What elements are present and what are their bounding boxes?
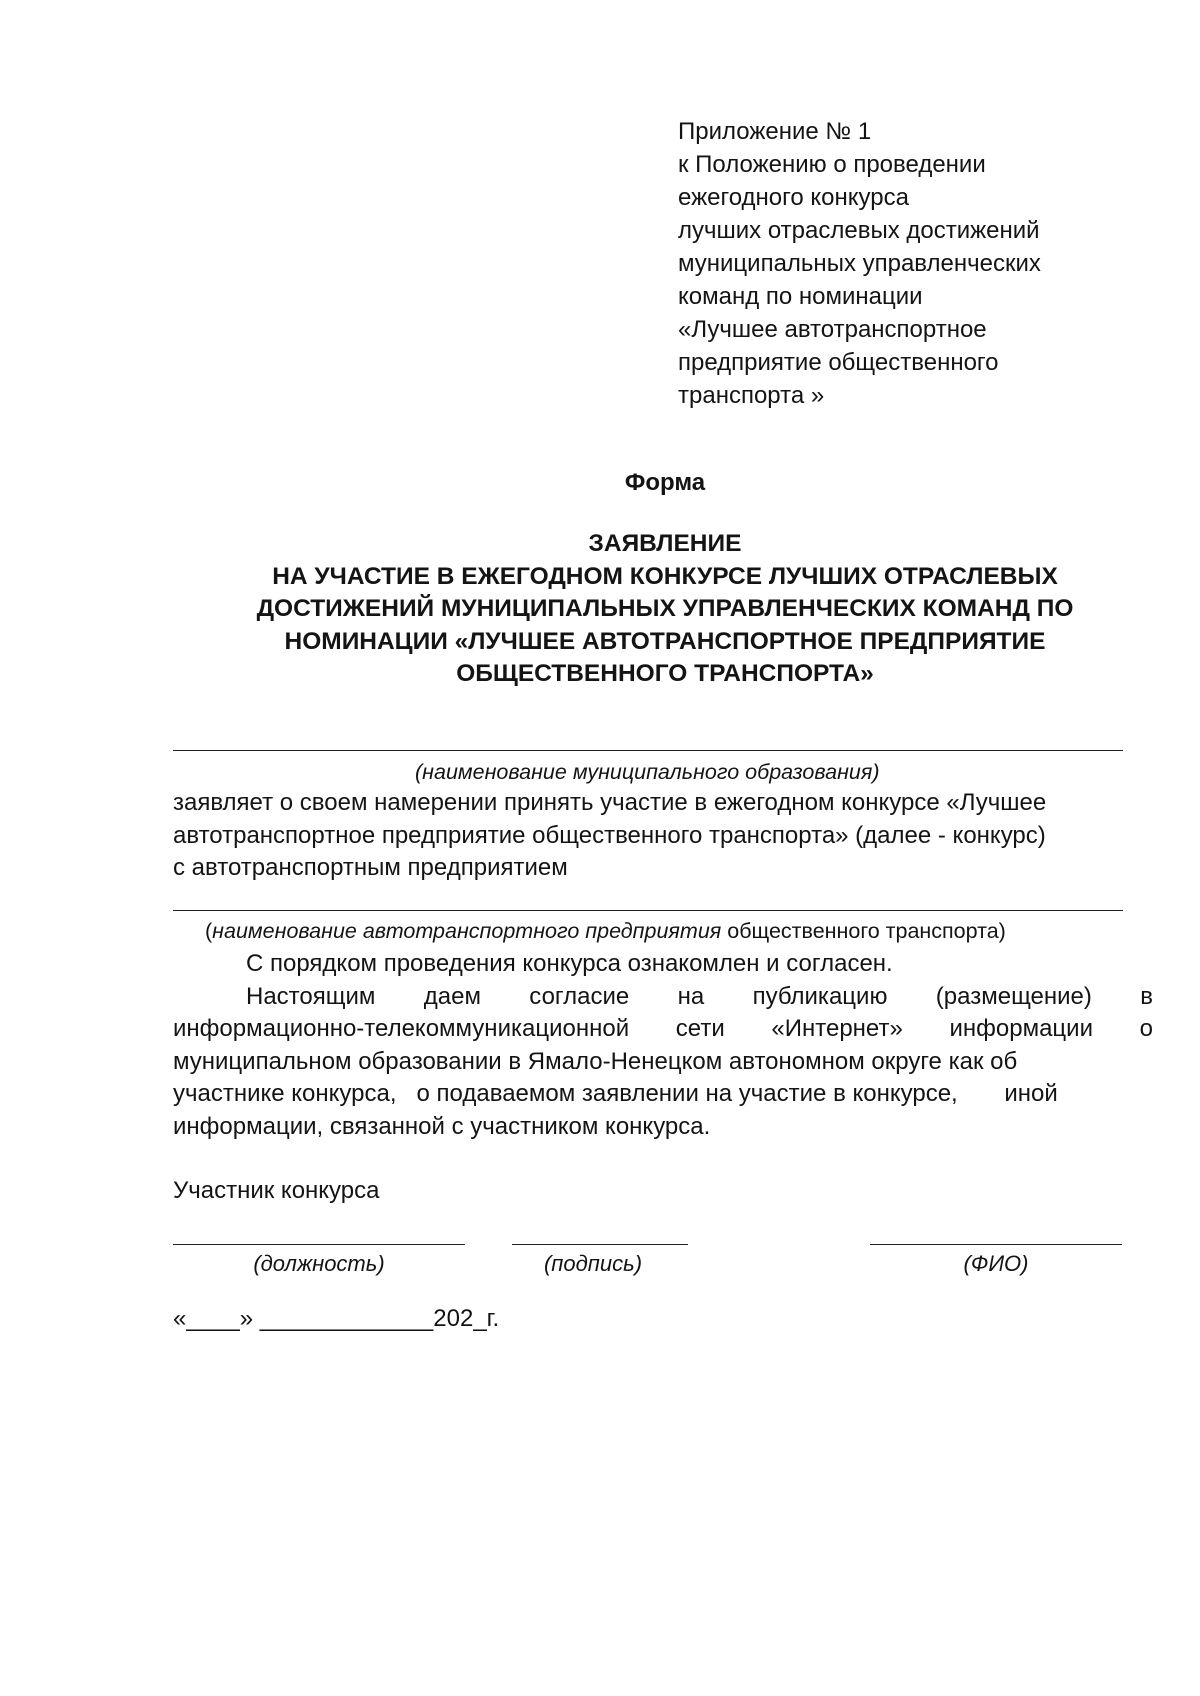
title-line: ЗАЯВЛЕНИЕ	[588, 530, 742, 557]
appendix-line: муниципальных управленческих	[678, 250, 1041, 277]
full-name-field[interactable]	[870, 1244, 1122, 1245]
document-title	[180, 528, 1150, 691]
statement-line: автотранспортное предприятие общественного транспорта» (далее - конкурс)	[173, 821, 1046, 849]
title-line: ОБЩЕСТВЕННОГО ТРАНСПОРТА»	[456, 660, 874, 687]
signature-caption: (подпись)	[543, 1251, 643, 1276]
consent-line: информации, связанной с участником конкурса.	[173, 1112, 711, 1140]
municipality-name-field[interactable]	[173, 750, 1123, 751]
appendix-reference	[678, 115, 1138, 412]
title-line: НОМИНАЦИИ «ЛУЧШЕЕ АВТОТРАНСПОРТНОЕ ПРЕДПРИЯТИЕ	[284, 627, 1046, 655]
consent-line: участнике конкурса, о подаваемом заявлении на участие в конкурсе, иной	[173, 1080, 1058, 1107]
position-caption: (должность)	[253, 1251, 385, 1276]
name-caption: (ФИО)	[963, 1251, 1029, 1276]
statement-line: с автотранспортным предприятием	[173, 854, 568, 881]
date-field[interactable]: «____» _____________202_г.	[173, 1305, 500, 1332]
consent-text	[173, 948, 1153, 1143]
form-label: Форма	[624, 469, 706, 496]
participant-label: Участник конкурса	[173, 1177, 380, 1204]
appendix-line: Приложение № 1	[678, 118, 872, 145]
enterprise-name-field[interactable]	[173, 910, 1123, 911]
statement-text	[173, 787, 1153, 885]
consent-line: информационно-телекоммуникационной сети «Интернет» информации о	[173, 1015, 1153, 1042]
statement-line: заявляет о своем намерении принять участие в ежегодном конкурсе «Лучшее	[173, 789, 1047, 816]
municipality-caption: (наименование муниципального образования)	[415, 760, 880, 784]
enterprise-caption: (наименование автотранспортного предприятия общественного транспорта)	[205, 919, 1006, 943]
title-line: НА УЧАСТИЕ В ЕЖЕГОДНОМ КОНКУРСЕ ЛУЧШИХ ОТРАСЛЕВЫХ	[272, 562, 1058, 590]
appendix-line: команд по номинации	[678, 283, 923, 310]
title-line: ДОСТИЖЕНИЙ МУНИЦИПАЛЬНЫХ УПРАВЛЕНЧЕСКИХ КОМАНД ПО	[256, 595, 1074, 622]
appendix-line: «Лучшее автотранспортное	[678, 316, 987, 343]
appendix-line: ежегодного конкурса	[678, 184, 909, 211]
appendix-line: лучших отраслевых достижений	[678, 217, 1040, 244]
agreement-line: С порядком проведения конкурса ознакомлен и согласен.	[246, 950, 893, 977]
position-field[interactable]	[173, 1244, 465, 1245]
consent-line: муниципальном образовании в Ямало-Ненецком автономном округе как об	[173, 1047, 1018, 1075]
appendix-line: транспорта »	[678, 382, 825, 409]
consent-line: Настоящим даем согласие на публикацию (размещение) в	[246, 982, 1153, 1010]
signature-field[interactable]	[512, 1244, 688, 1245]
appendix-line: предприятие общественного	[678, 349, 999, 376]
appendix-line: к Положению о проведении	[678, 151, 986, 178]
